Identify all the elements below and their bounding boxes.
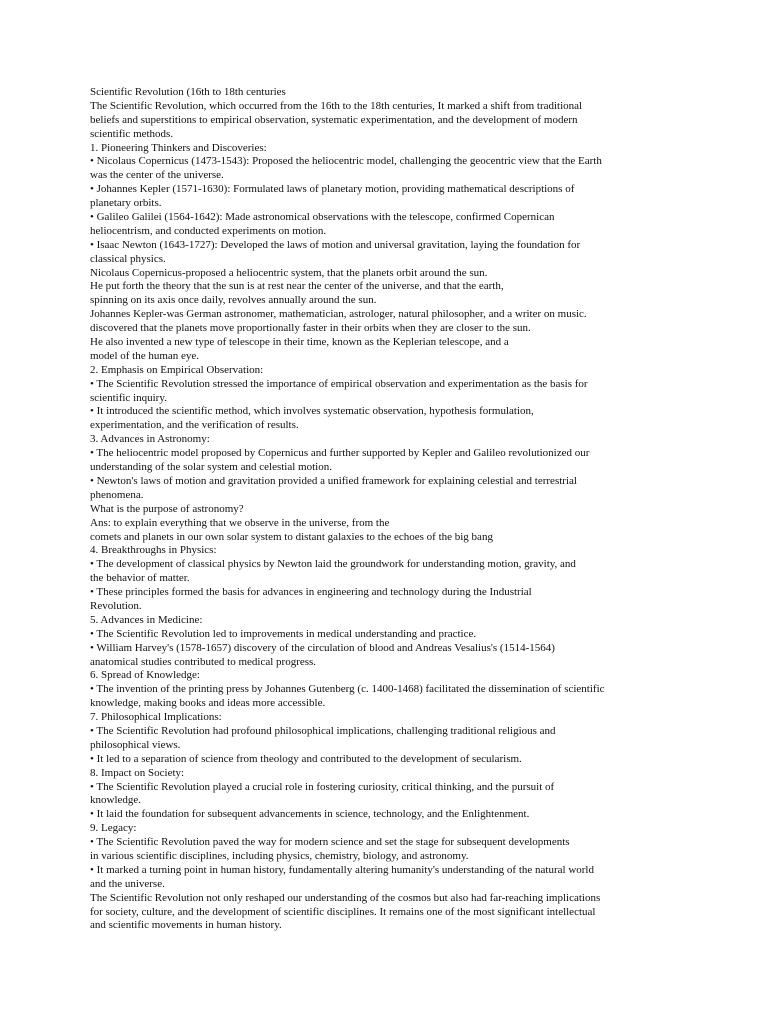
document-line: • Galileo Galilei (1564-1642): Made astronomical observations with the telescope, confirmed Copernican [90,211,555,224]
document-line: was the center of the universe. [90,169,224,182]
document-line: 8. Impact on Society: [90,766,185,779]
document-line: • The heliocentric model proposed by Copernicus and further supported by Kepler and Galileo revolutionized our [90,447,590,460]
document-line: He also invented a new type of telescope in their time, known as the Keplerian telescope, and a [90,336,509,349]
document-line: heliocentrism, and conducted experiments on motion. [90,224,327,237]
document-line: The Scientific Revolution, which occurred from the 16th to the 18th centuries, It marked a shift from traditional [90,99,583,112]
document-line: • The invention of the printing press by Johannes Gutenberg (c. 1400-1468) facilitated the dissemination of scientific [90,683,605,696]
document-line: • These principles formed the basis for advances in engineering and technology during the Industrial [90,586,532,599]
document-line: • It led to a separation of science from theology and contributed to the development of secularism. [90,752,522,765]
document-line: What is the purpose of astronomy? [90,502,244,515]
document-line: • Isaac Newton (1643-1727): Developed the laws of motion and universal gravitation, laying the foundation for [90,238,581,251]
document-line: Ans: to explain everything that we observe in the universe, from the [90,516,390,529]
document-line: • It introduced the scientific method, which involves systematic observation, hypothesis formulation, [90,405,534,418]
document-line: • Johannes Kepler (1571-1630): Formulated laws of planetary motion, providing mathematical descriptions of [90,183,575,196]
document-line: 5. Advances in Medicine: [90,613,203,626]
document-line: • The Scientific Revolution led to improvements in medical understanding and practice. [90,627,477,640]
document-line: the behavior of matter. [90,572,190,585]
document-line: knowledge, making books and ideas more accessible. [90,697,326,710]
document-line: understanding of the solar system and celestial motion. [90,461,332,474]
document-line: planetary orbits. [90,197,162,210]
document-line: 3. Advances in Astronomy: [90,433,210,446]
document-line: • The Scientific Revolution played a crucial role in fostering curiosity, critical thinking, and the pursuit of [90,780,555,793]
document-line: in various scientific disciplines, including physics, chemistry, biology, and astronomy. [90,849,469,862]
document-line: discovered that the planets move proportionally faster in their orbits when they are closer to the sun. [90,322,531,335]
document-line: • Newton's laws of motion and gravitation provided a unified framework for explaining celestial and terrestrial [90,474,577,487]
document-line: spinning on its axis once daily, revolves annually around the sun. [90,294,377,307]
document-line: 7. Philosophical Implications: [90,711,222,724]
document-line: 1. Pioneering Thinkers and Discoveries: [90,141,267,154]
document-line: 4. Breakthroughs in Physics: [90,544,217,557]
document-line: anatomical studies contributed to medical progress. [90,655,317,668]
document-line: • The Scientific Revolution stressed the importance of empirical observation and experimentation as the basis for [90,377,588,390]
document-line: 9. Legacy: [90,822,137,835]
document-line: • William Harvey's (1578-1657) discovery of the circulation of blood and Andreas Vesalius's (1514-1564) [90,641,555,654]
document-line: and scientific movements in human history. [90,919,282,932]
document-line: classical physics. [90,252,166,265]
document-body [90,86,690,933]
document-line: beliefs and superstitions to empirical observation, systematic experimentation, and the development of modern [90,113,578,126]
document-line: Scientific Revolution (16th to 18th centuries [90,86,286,98]
document-line: • The Scientific Revolution paved the way for modern science and set the stage for subsequent developments [90,836,570,849]
document-line: and the universe. [90,877,165,890]
document-line: scientific inquiry. [90,391,167,404]
document-line: scientific methods. [90,127,174,140]
document-line: • It marked a turning point in human history, fundamentally altering humanity's understanding of the natural world [90,863,594,876]
document-line: comets and planets in our own solar system to distant galaxies to the echoes of the big bang [90,530,493,543]
document-line: • Nicolaus Copernicus (1473-1543): Proposed the heliocentric model, challenging the geocentric view that the Earth [90,155,602,168]
document-line: Revolution. [90,599,142,612]
document-line: for society, culture, and the development of scientific disciplines. It remains one of the most significant intellectual [90,905,596,918]
document-line: experimentation, and the verification of results. [90,419,299,432]
document-line: Johannes Kepler-was German astronomer, mathematician, astrologer, natural philosopher, and a writer on music. [90,308,587,321]
document-line: phenomena. [90,488,144,501]
document-line: 2. Emphasis on Empirical Observation: [90,363,264,376]
document-line: Nicolaus Copernicus-proposed a heliocentric system, that the planets orbit around the sun. [90,266,488,279]
document-line: The Scientific Revolution not only reshaped our understanding of the cosmos but also had far-reaching implications [90,891,601,904]
document-line: model of the human eye. [90,349,200,362]
document-line: • The development of classical physics by Newton laid the groundwork for understanding motion, gravity, and [90,558,576,571]
document-line: philosophical views. [90,738,181,751]
document-line: 6. Spread of Knowledge: [90,669,200,682]
document-line: He put forth the theory that the sun is at rest near the center of the universe, and that the earth, [90,280,504,293]
document-line: • The Scientific Revolution had profound philosophical implications, challenging traditional religious and [90,724,556,737]
document-line: • It laid the foundation for subsequent advancements in science, technology, and the Enlightenment. [90,808,530,821]
document-line: knowledge. [90,794,142,807]
